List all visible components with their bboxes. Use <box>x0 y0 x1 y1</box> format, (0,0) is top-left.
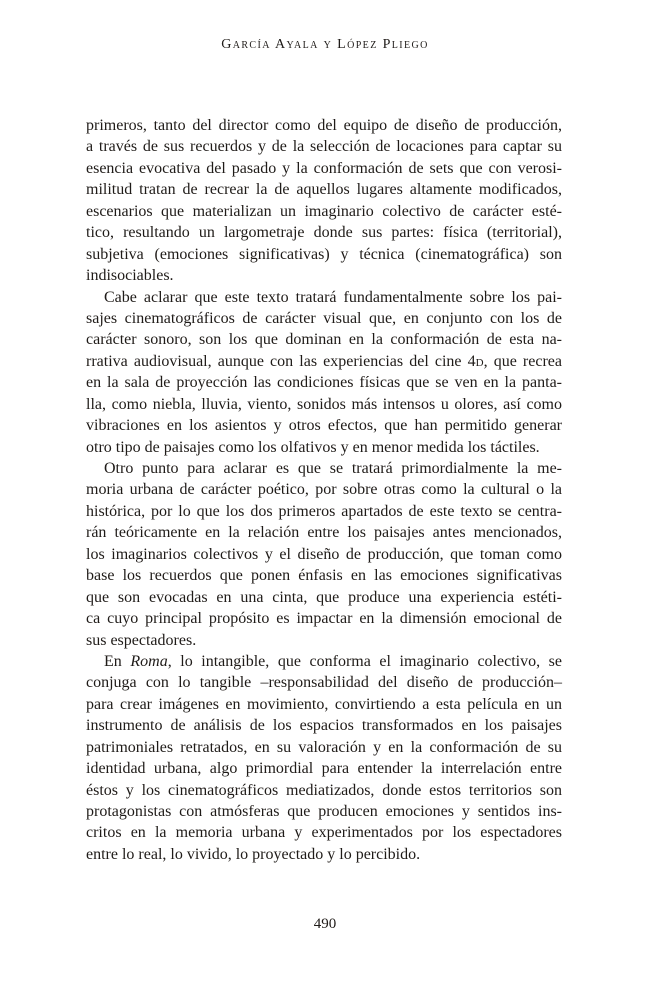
paragraph <box>86 115 562 287</box>
text-line: vibraciones en los asientos y otros efectos, que han permitido generar <box>86 417 562 435</box>
text-line: los imaginarios colectivos y el diseño de producción, que toman como <box>86 545 562 563</box>
text-line: carácter sonoro, son los que dominan en la conformación de esta na- <box>86 331 562 349</box>
text-line: a través de sus recuerdos y de la selección de locaciones para captar su <box>86 138 562 156</box>
text-line: para crear imágenes en movimiento, convirtiendo a esta película en un <box>86 695 562 713</box>
text-line: éstos y los cinematográficos mediatizados, donde estos territorios son <box>86 781 562 799</box>
paragraph <box>86 287 562 459</box>
text-line: entre lo real, lo vivido, lo proyectado y lo percibido. <box>86 845 421 863</box>
text-line: patrimoniales retratados, en su valoración y en la conformación de su <box>86 738 562 756</box>
text-line: subjetiva (emociones significativas) y técnica (cinematográfica) son <box>86 245 562 263</box>
text-line: Otro punto para aclarar es que se tratará primordialmente la me- <box>104 460 562 477</box>
text-line: militud tratan de recrear la de aquellos lugares altamente modificados, <box>86 181 562 199</box>
text-line: en la sala de proyección las condiciones físicas que se ven en la panta- <box>86 374 562 392</box>
text-line: rrativa audiovisual, aunque con las experiencias del cine 4d, que recrea <box>86 352 562 370</box>
text-line: tico, resultando un largometraje donde sus partes: física (territorial), <box>86 224 562 242</box>
text-line: rán teóricamente en la relación entre los paisajes antes mencionados, <box>86 524 562 542</box>
text-line: identidad urbana, algo primordial para entender la interrelación entre <box>86 760 562 778</box>
text-line: lla, como niebla, lluvia, viento, sonidos más intensos u olores, así como <box>86 395 562 413</box>
text-line: conjuga con lo tangible –responsabilidad del diseño de producción– <box>86 674 562 692</box>
text-line: sajes cinematográficos de carácter visual que, en conjunto con los de <box>86 309 562 327</box>
text-line: instrumento de análisis de los espacios transformados en los paisajes <box>86 717 562 735</box>
text-line: protagonistas con atmósferas que producen emociones y sentidos ins- <box>86 803 562 820</box>
text-line: En Roma, lo intangible, que conforma el imaginario colectivo, se <box>104 652 562 670</box>
text-line: esencia evocativa del pasado y la conformación de sets que con verosi- <box>86 159 562 177</box>
running-head: García Ayala y López Pliego <box>221 37 429 52</box>
text-line: otro tipo de paisajes como los olfativos y en menor medida los táctiles. <box>86 438 540 456</box>
text-line: que son evocadas en una cinta, que produce una experiencia estéti- <box>86 588 562 606</box>
body-text <box>86 115 562 865</box>
text-line: critos en la memoria urbana y experimentados por los espectadores <box>86 824 562 842</box>
text-line: sus espectadores. <box>86 631 197 649</box>
paragraph <box>86 651 562 865</box>
text-line: primeros, tanto del director como del equipo de diseño de producción, <box>86 117 562 134</box>
text-line: escenarios que materializan un imaginario colectivo de carácter esté- <box>86 202 562 220</box>
text-line: indisociables. <box>86 267 174 285</box>
text-line: base los recuerdos que ponen énfasis en las emociones significativas <box>86 567 562 585</box>
page-number: 490 <box>313 916 337 932</box>
text-line: moria urbana de carácter poético, por sobre otras como la cultural o la <box>86 481 562 499</box>
text-line: Cabe aclarar que este texto tratará fundamentalmente sobre los pai- <box>104 288 562 306</box>
text-line: ca cuyo principal propósito es impactar en la dimensión emocional de <box>86 610 562 628</box>
paragraph <box>86 458 562 651</box>
text-line: histórica, por lo que los dos primeros apartados de este texto se centra- <box>86 502 562 520</box>
